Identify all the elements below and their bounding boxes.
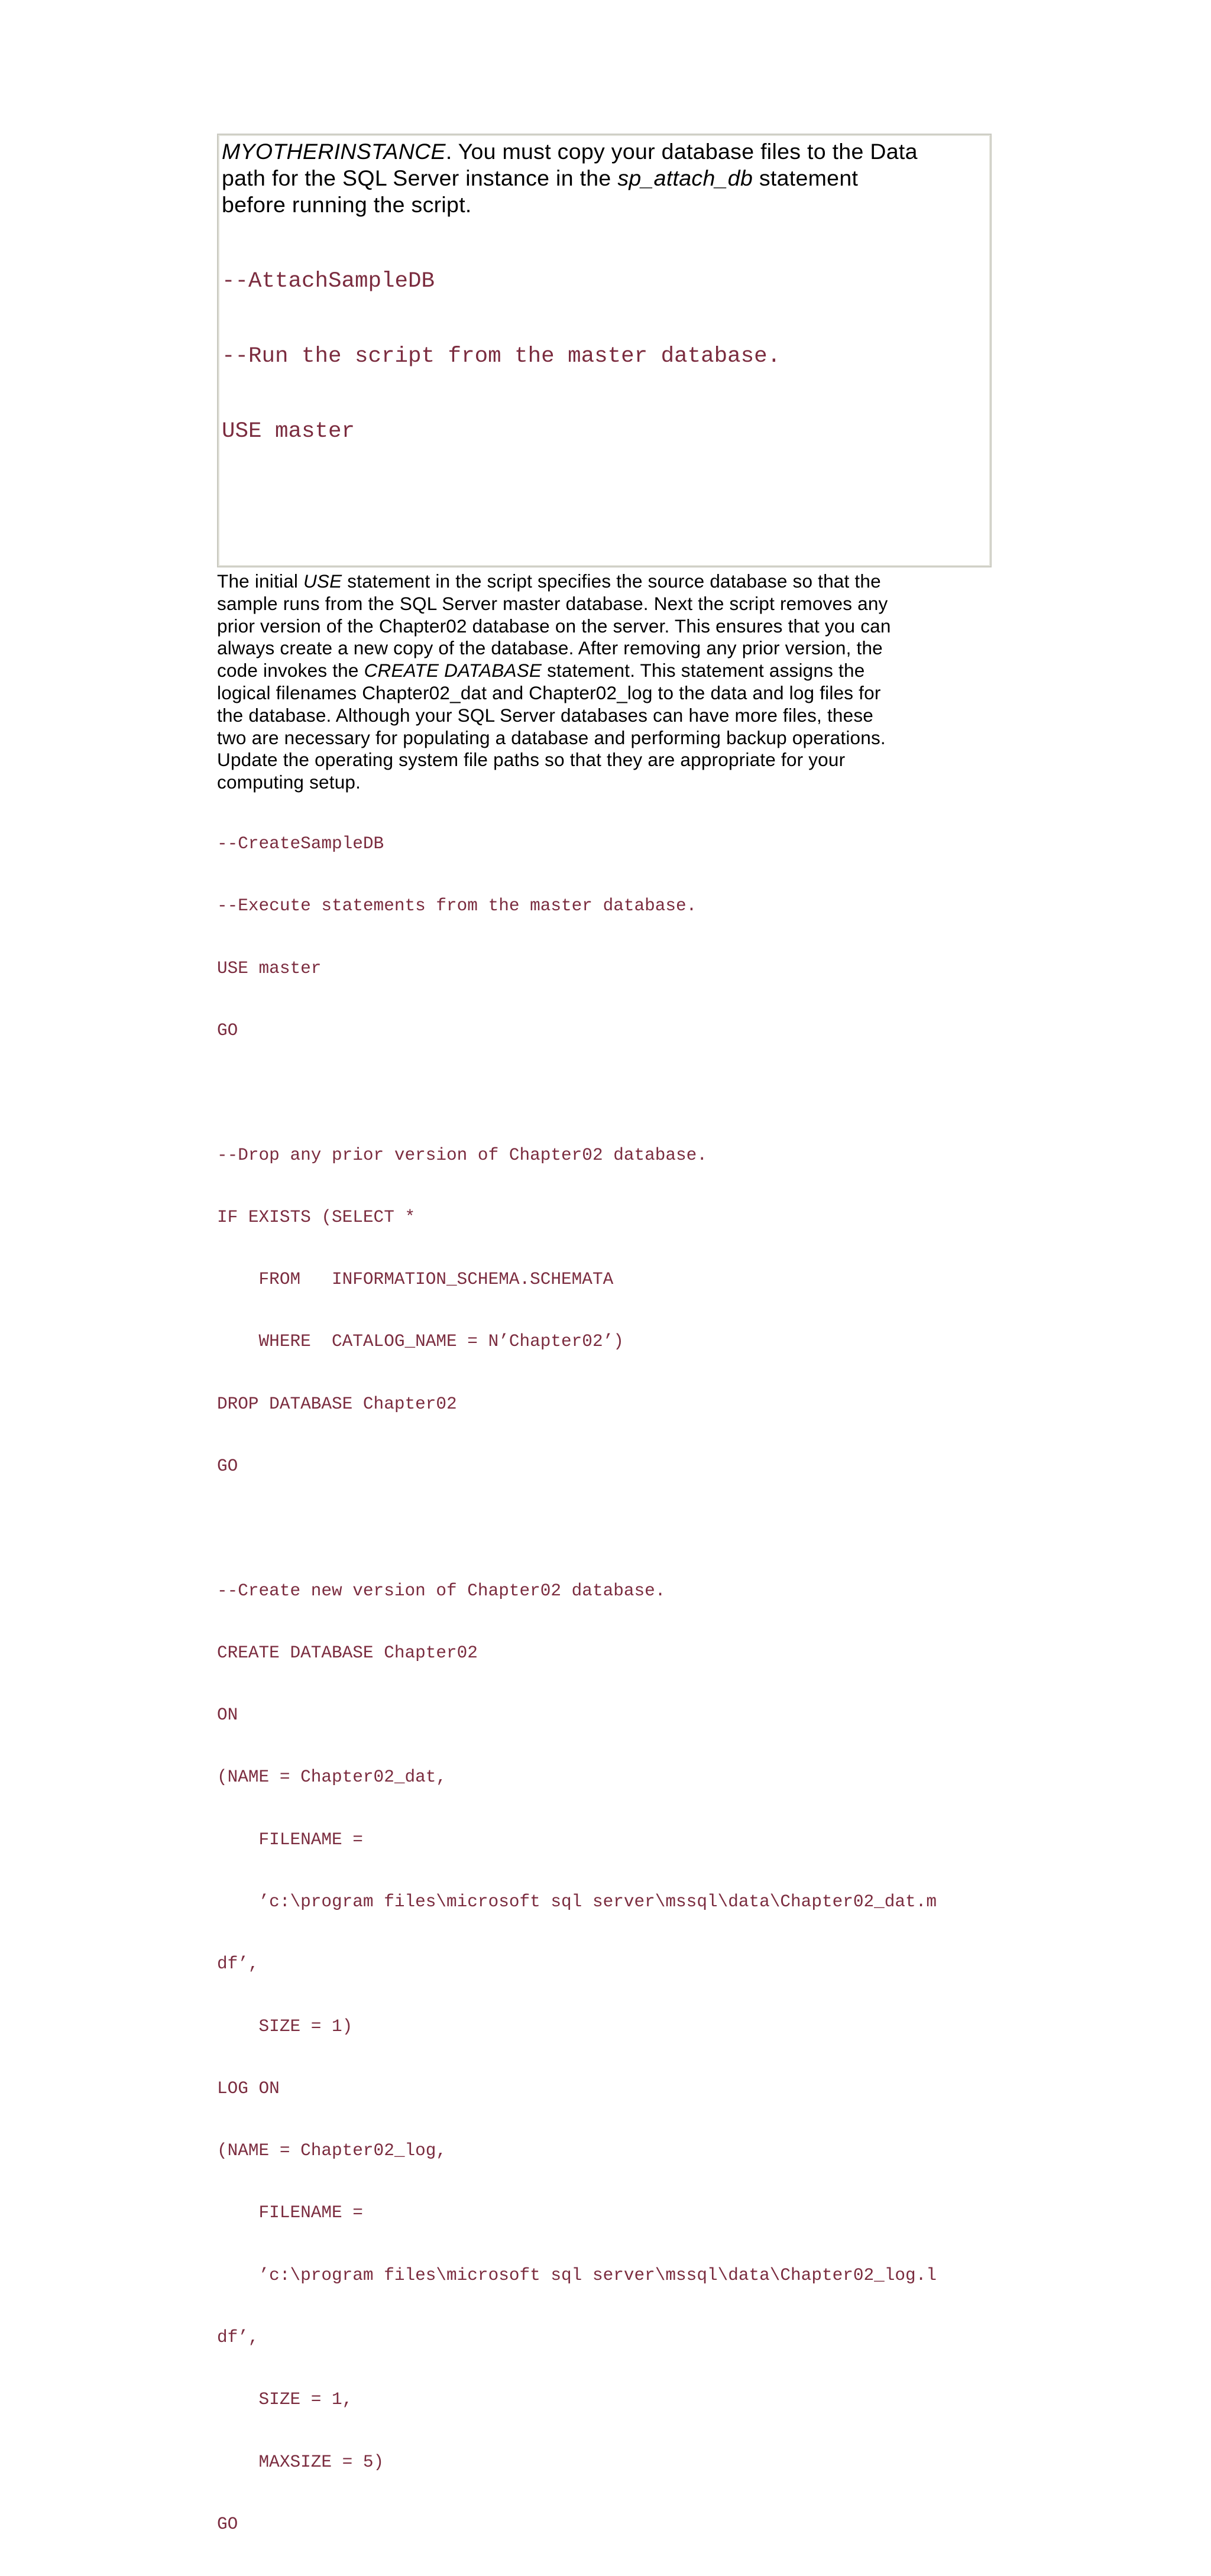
code-line: SIZE = 1, <box>217 2390 353 2410</box>
intro-text-4: before running the script. <box>222 192 472 217</box>
create-database-keyword: CREATE DATABASE <box>364 660 542 682</box>
code-line: USE master <box>222 418 355 444</box>
code-line: (NAME = Chapter02_dat, <box>217 1767 447 1787</box>
proc-name: sp_attach_db <box>617 166 753 190</box>
prose-line: computing setup. <box>217 771 361 793</box>
code-line: FILENAME = <box>217 1829 363 1850</box>
code-line: df’, <box>217 1954 259 1974</box>
code-line: ’c:\program files\microsoft sql server\mssql\data\Chapter02_log.l <box>217 2265 937 2285</box>
prose-line: logical filenames Chapter02_dat and Chapter02_log to the data and log files for <box>217 682 881 703</box>
prose-line: the database. Although your SQL Server databases can have more files, these <box>217 704 874 726</box>
code-line: IF EXISTS (SELECT * <box>217 1207 416 1227</box>
code-line <box>217 1518 937 1539</box>
prose-line: Update the operating system file paths so that they are appropriate for your <box>217 749 846 771</box>
prose-line: always create a new copy of the database. After removing any prior version, the <box>217 637 883 659</box>
code-line: --Create new version of Chapter02 database. <box>217 1581 666 1601</box>
code-line: GO <box>217 2514 238 2534</box>
code-line: GO <box>217 1021 238 1041</box>
code-line: ON <box>217 1705 238 1725</box>
code-line: --Drop any prior version of Chapter02 database. <box>217 1145 707 1165</box>
code-line: --Execute statements from the master database. <box>217 896 697 916</box>
use-keyword: USE <box>303 570 342 592</box>
code-line: LOG ON <box>217 2078 280 2098</box>
code-line: (NAME = Chapter02_log, <box>217 2141 447 2161</box>
intro-text-1: . You must copy your database files to the Data <box>445 139 918 164</box>
code-line: --CreateSampleDB <box>217 834 384 854</box>
prose-line: sample runs from the SQL Server master database. Next the script removes any <box>217 592 888 614</box>
prose-line: two are necessary for populating a database and performing backup operations. <box>217 726 886 748</box>
code-line: --Run the script from the master database. <box>222 344 781 369</box>
attach-script-block <box>222 219 990 567</box>
code-line <box>222 494 990 518</box>
intro-text-3: statement <box>753 166 859 190</box>
code-line: FROM INFORMATION_SCHEMA.SCHEMATA <box>217 1270 614 1290</box>
code-line: DROP DATABASE Chapter02 <box>217 1394 457 1414</box>
prose-line: prior version of the Chapter02 database on the server. This ensures that you can <box>217 615 891 637</box>
code-line: df’, <box>217 2327 259 2347</box>
create-script-block <box>217 792 937 2576</box>
code-line: ’c:\program files\microsoft sql server\mssql\data\Chapter02_dat.m <box>217 1892 937 1912</box>
code-line <box>217 1082 937 1103</box>
code-line: GO <box>217 1456 238 1476</box>
prose-text: The initial <box>217 570 303 592</box>
code-line: MAXSIZE = 5) <box>217 2452 384 2472</box>
instance-name: MYOTHERINSTANCE <box>222 139 446 164</box>
code-line: --AttachSampleDB <box>222 269 435 294</box>
code-line: USE master <box>217 958 322 978</box>
intro-text-2: path for the SQL Server instance in the <box>222 166 618 190</box>
intro-paragraph <box>222 138 990 218</box>
code-line: FILENAME = <box>217 2203 363 2223</box>
prose-text: code invokes the <box>217 660 364 682</box>
code-line: CREATE DATABASE Chapter02 <box>217 1643 478 1663</box>
code-line: WHERE CATALOG_NAME = N’Chapter02’) <box>217 1332 624 1352</box>
code-line: SIZE = 1) <box>217 2016 353 2036</box>
explanation-paragraph <box>217 570 992 794</box>
prose-line <box>217 660 992 682</box>
note-box <box>217 134 992 567</box>
prose-text: statement. This statement assigns the <box>542 660 865 682</box>
prose-text: statement in the script specifies the source database so that the <box>342 570 881 592</box>
prose-line <box>217 570 992 593</box>
